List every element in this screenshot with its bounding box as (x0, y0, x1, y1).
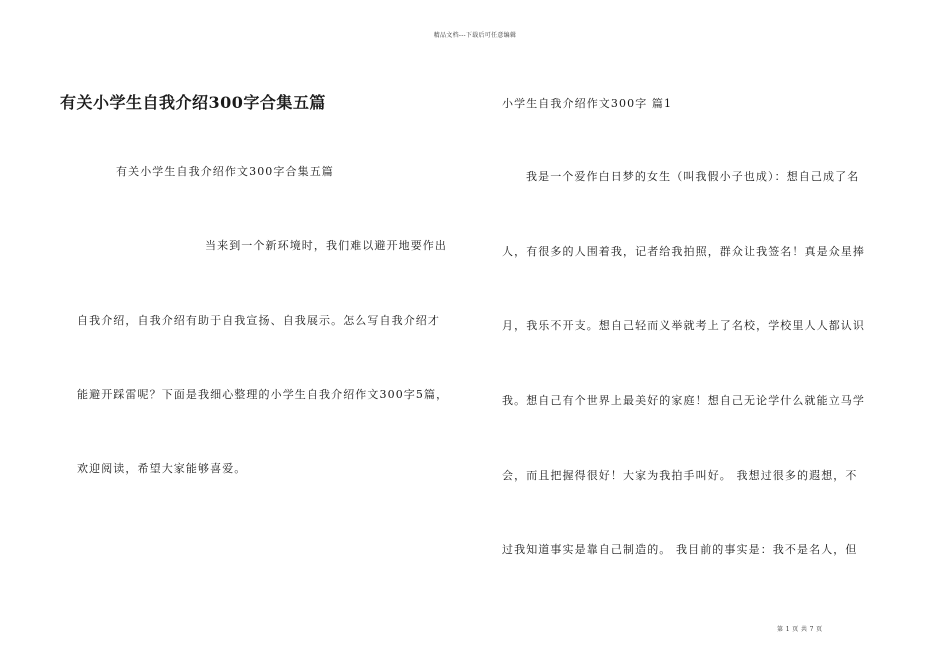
right-body-line-5: 会，而且把握得很好！大家为我拍手叫好。 我想过很多的遐想，不 (502, 469, 858, 482)
document-header-note: 精品文档---下载后可任意编辑 (433, 32, 517, 39)
document-title: 有关小学生自我介绍300字合集五篇 (60, 93, 326, 112)
right-body-line-2: 人，有很多的人围着我，记者给我拍照，群众让我签名！真是众星捧 (502, 245, 865, 258)
left-subtitle: 有关小学生自我介绍作文300字合集五篇 (116, 165, 334, 178)
left-intro-line-3: 能避开踩雷呢？下面是我细心整理的小学生自我介绍作文300字5篇， (77, 388, 449, 401)
left-intro-line-4: 欢迎阅读，希望大家能够喜爱。 (77, 462, 247, 475)
page-indicator: 第 1 页 共 7 页 (777, 626, 823, 633)
right-body-line-6: 过我知道事实是靠自己制造的。 我目前的事实是：我不是名人，但 (502, 543, 858, 556)
left-intro-line-1: 当来到一个新环境时，我们难以避开地要作出 (205, 239, 447, 252)
right-body-line-3: 月，我乐不开支。想自己轻而义举就考上了名校，学校里人人都认识 (502, 319, 865, 332)
right-body-line-4: 我。想自己有个世界上最美好的家庭！想自己无论学什么就能立马学 (502, 394, 865, 407)
right-section-heading: 小学生自我介绍作文300字 篇1 (502, 97, 673, 110)
left-intro-line-2: 自我介绍，自我介绍有助于自我宣扬、自我展示。怎么写自我介绍才 (77, 314, 440, 327)
right-body-line-1: 我是一个爱作白日梦的女生（叫我假小子也成）：想自己成了名 (526, 170, 860, 183)
